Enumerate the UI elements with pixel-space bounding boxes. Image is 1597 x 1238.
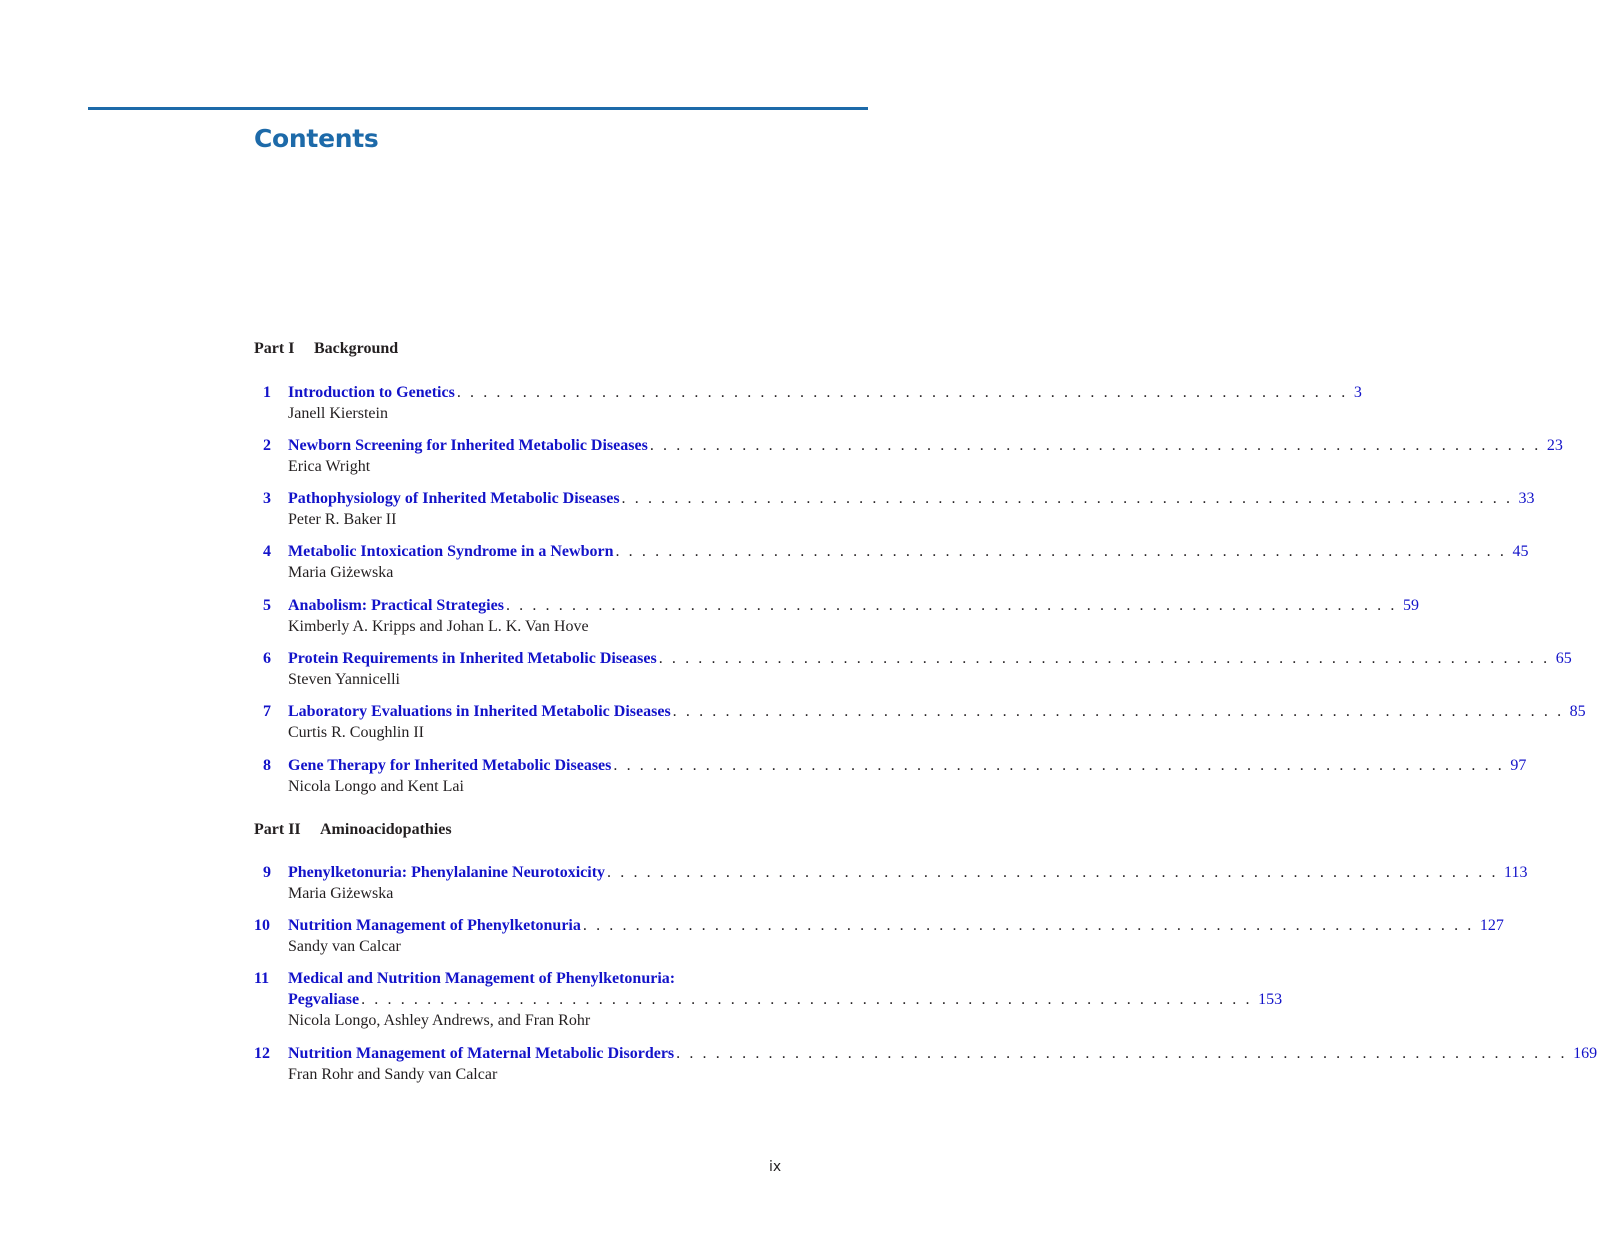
dot-leader: . . . . . . . . . . . . . . . . . . . . . . . . . . . . . . . . . . . . . . . . . . . . . . . . . . . . . . . . . . . . . . . . . . . . (456, 384, 1348, 401)
chapter-number: 6 (263, 650, 271, 667)
chapter-title-link[interactable]: Introduction to Genetics (288, 384, 455, 401)
dot-leader: . . . . . . . . . . . . . . . . . . . . . . . . . . . . . . . . . . . . . . . . . . . . . . . . . . . . . . . . . . . . . . . . . . . . (615, 543, 1507, 560)
page-number-link[interactable]: 97 (1510, 757, 1527, 774)
chapter-title-link[interactable]: Anabolism: Practical Strategies (288, 597, 504, 614)
part-label: Part II (254, 821, 301, 838)
dot-leader: . . . . . . . . . . . . . . . . . . . . . . . . . . . . . . . . . . . . . . . . . . . . . . . . . . . . . . . . . . . . . . . . . . . . (613, 757, 1505, 774)
chapter-title-link[interactable]: Gene Therapy for Inherited Metabolic Diseases (288, 757, 612, 774)
chapter-number: 7 (263, 703, 271, 720)
chapter-authors: Janell Kierstein (288, 405, 388, 422)
page-number-link[interactable]: 153 (1258, 991, 1283, 1008)
dot-leader: . . . . . . . . . . . . . . . . . . . . . . . . . . . . . . . . . . . . . . . . . . . . . . . . . . . . . . . . . . . . . . . . . . . . (676, 1045, 1568, 1062)
chapter-authors: Sandy van Calcar (288, 938, 401, 955)
toc-entry-9[interactable] (254, 862, 1528, 902)
chapter-number: 1 (263, 384, 271, 401)
chapter-title-link-line1[interactable]: Medical and Nutrition Management of Phenylketonuria: (288, 970, 676, 987)
chapter-title-link[interactable]: Protein Requirements in Inherited Metabolic Diseases (288, 650, 657, 667)
chapter-authors: Maria Giżewska (288, 885, 394, 902)
chapter-number: 10 (254, 917, 270, 934)
part-title: Aminoacidopathies (320, 821, 452, 838)
toc-entry-4[interactable] (254, 541, 1529, 581)
chapter-title-link[interactable]: Laboratory Evaluations in Inherited Metabolic Diseases (288, 703, 671, 720)
page-number-link[interactable]: 59 (1402, 597, 1419, 614)
dot-leader: . . . . . . . . . . . . . . . . . . . . . . . . . . . . . . . . . . . . . . . . . . . . . . . . . . . . . . . . . . . . . . . . . . . . (361, 991, 1253, 1008)
chapter-number: 2 (263, 437, 271, 454)
chapter-number: 3 (263, 490, 271, 507)
chapter-authors: Nicola Longo and Kent Lai (288, 778, 464, 795)
dot-leader: . . . . . . . . . . . . . . . . . . . . . . . . . . . . . . . . . . . . . . . . . . . . . . . . . . . . . . . . . . . . . . . . . . . . (672, 703, 1564, 720)
chapter-number: 4 (263, 543, 271, 560)
chapter-authors: Nicola Longo, Ashley Andrews, and Fran Rohr (288, 1012, 591, 1029)
chapter-number: 5 (263, 597, 271, 614)
page-number-link[interactable]: 65 (1555, 650, 1572, 667)
chapter-authors: Steven Yannicelli (288, 671, 400, 688)
toc-entry-7[interactable] (254, 701, 1586, 741)
toc-entry-5[interactable] (254, 595, 1419, 635)
page-number-link[interactable]: 169 (1573, 1045, 1597, 1062)
dot-leader: . . . . . . . . . . . . . . . . . . . . . . . . . . . . . . . . . . . . . . . . . . . . . . . . . . . . . . . . . . . . . . . . . . . . (658, 650, 1550, 667)
toc-entry-1[interactable] (254, 382, 1362, 422)
chapter-number: 8 (263, 757, 271, 774)
page-title: Contents (254, 124, 379, 153)
toc-entry-12[interactable] (254, 1043, 1597, 1083)
page-number-link[interactable]: 23 (1546, 437, 1563, 454)
dot-leader: . . . . . . . . . . . . . . . . . . . . . . . . . . . . . . . . . . . . . . . . . . . . . . . . . . . . . . . . . . . . . . . . . . . . (649, 437, 1541, 454)
dot-leader: . . . . . . . . . . . . . . . . . . . . . . . . . . . . . . . . . . . . . . . . . . . . . . . . . . . . . . . . . . . . . . . . . . . . (505, 597, 1397, 614)
toc-entry-3[interactable] (254, 488, 1535, 528)
page-number-link[interactable]: 85 (1569, 703, 1586, 720)
page-number-link[interactable]: 127 (1479, 917, 1504, 934)
chapter-title-link[interactable]: Newborn Screening for Inherited Metabolic Diseases (288, 437, 648, 454)
part-heading-2 (254, 821, 452, 839)
toc-entry-8[interactable] (254, 755, 1527, 795)
chapter-authors: Peter R. Baker II (288, 511, 397, 528)
chapter-authors: Fran Rohr and Sandy van Calcar (288, 1066, 498, 1083)
chapter-authors: Kimberly A. Kripps and Johan L. K. Van Hove (288, 618, 589, 635)
page-number: ix (769, 1159, 782, 1175)
dot-leader: . . . . . . . . . . . . . . . . . . . . . . . . . . . . . . . . . . . . . . . . . . . . . . . . . . . . . . . . . . . . . . . . . . . . (607, 864, 1499, 881)
toc-entry-6[interactable] (254, 648, 1572, 688)
toc-entry-10[interactable] (254, 915, 1504, 955)
part-label: Part I (254, 340, 295, 357)
chapter-authors: Curtis R. Coughlin II (288, 724, 425, 741)
chapter-title-link[interactable]: Metabolic Intoxication Syndrome in a Newborn (288, 543, 614, 560)
chapter-title-link[interactable]: Pegvaliase (288, 991, 360, 1008)
top-rule (88, 107, 868, 110)
chapter-authors: Maria Giżewska (288, 564, 394, 581)
chapter-title-link[interactable]: Nutrition Management of Maternal Metabolic Disorders (288, 1045, 675, 1062)
page-number-link[interactable]: 3 (1353, 384, 1362, 401)
part-title: Background (314, 340, 399, 357)
page-number-link[interactable]: 113 (1504, 864, 1528, 881)
page-number-link[interactable]: 45 (1512, 543, 1529, 560)
chapter-title-link[interactable]: Pathophysiology of Inherited Metabolic Diseases (288, 490, 620, 507)
chapter-number: 12 (254, 1045, 270, 1062)
toc-entry-2[interactable] (254, 435, 1563, 475)
page-number-link[interactable]: 33 (1518, 490, 1535, 507)
dot-leader: . . . . . . . . . . . . . . . . . . . . . . . . . . . . . . . . . . . . . . . . . . . . . . . . . . . . . . . . . . . . . . . . . . . . (621, 490, 1513, 507)
part-heading-1 (254, 340, 398, 358)
chapter-title-link[interactable]: Nutrition Management of Phenylketonuria (288, 917, 581, 934)
chapter-authors: Erica Wright (288, 458, 371, 475)
chapter-title-link[interactable]: Phenylketonuria: Phenylalanine Neurotoxicity (288, 864, 606, 881)
chapter-number: 11 (254, 970, 270, 987)
chapter-number: 9 (263, 864, 271, 881)
toc-entry-11[interactable] (254, 968, 1283, 1029)
dot-leader: . . . . . . . . . . . . . . . . . . . . . . . . . . . . . . . . . . . . . . . . . . . . . . . . . . . . . . . . . . . . . . . . . . . . (582, 917, 1474, 934)
